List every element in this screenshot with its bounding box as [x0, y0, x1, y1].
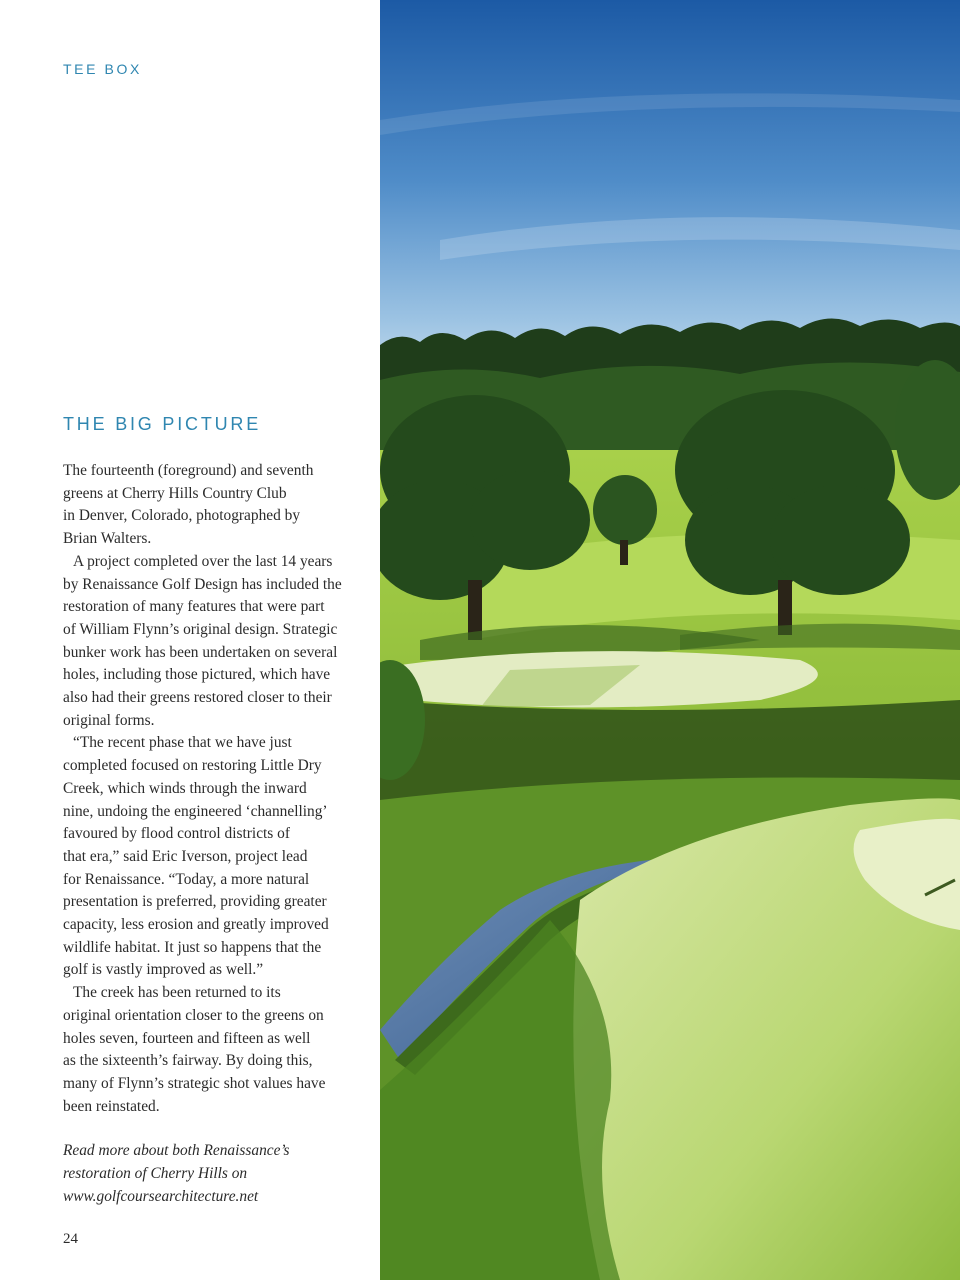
body-line: greens at Cherry Hills Country Club [63, 484, 287, 502]
golf-course-photo [380, 0, 960, 1280]
body-line: The creek has been returned to its [73, 984, 281, 1002]
footnote-line: restoration of Cherry Hills on [63, 1165, 248, 1183]
footnote-line: Read more about both Renaissance’s [63, 1142, 290, 1160]
golf-course-illustration [380, 0, 960, 1280]
body-line: for Renaissance. “Today, a more natural [63, 870, 310, 888]
article-body [63, 460, 373, 1209]
body-line: holes seven, fourteen and fifteen as well [63, 1029, 311, 1047]
body-line: wildlife habitat. It just so happens that the [63, 938, 322, 956]
paragraph-gap [63, 1118, 373, 1140]
body-line: A project completed over the last 14 years [73, 552, 333, 570]
body-line: bunker work has been undertaken on several [63, 643, 338, 661]
body-line: original forms. [63, 711, 155, 729]
body-line: as the sixteenth’s fairway. By doing this, [63, 1052, 313, 1070]
page-number: 24 [63, 1231, 78, 1247]
body-line: restoration of many features that were part [63, 598, 325, 616]
footnote-link[interactable]: www.golfcoursearchitecture.net [63, 1187, 259, 1205]
body-line: Creek, which winds through the inward [63, 779, 307, 797]
body-line: Brian Walters. [63, 530, 152, 548]
body-line: “The recent phase that we have just [73, 734, 292, 752]
body-line: been reinstated. [63, 1097, 160, 1115]
text-column [0, 0, 380, 1280]
body-line: original orientation closer to the greens on [63, 1006, 324, 1024]
body-line: favoured by flood control districts of [63, 825, 290, 843]
body-line: that era,” said Eric Iverson, project lead [63, 847, 308, 865]
body-line: also had their greens restored closer to their [63, 689, 332, 707]
body-line: nine, undoing the engineered ‘channelling’ [63, 802, 328, 820]
body-line: capacity, less erosion and greatly improved [63, 916, 329, 934]
body-line: of William Flynn’s original design. Strategic [63, 620, 338, 638]
body-line: golf is vastly improved as well.” [63, 961, 264, 979]
body-line: holes, including those pictured, which have [63, 666, 331, 684]
body-line: many of Flynn’s strategic shot values have [63, 1074, 326, 1092]
section-label: TEE BOX [63, 61, 142, 77]
body-line: in Denver, Colorado, photographed by [63, 507, 301, 525]
body-line: presentation is preferred, providing greater [63, 893, 327, 911]
body-line: completed focused on restoring Little Dry [63, 757, 322, 775]
body-line: by Renaissance Golf Design has included the [63, 575, 342, 593]
body-line: The fourteenth (foreground) and seventh [63, 462, 314, 479]
article-headline: THE BIG PICTURE [63, 414, 262, 434]
